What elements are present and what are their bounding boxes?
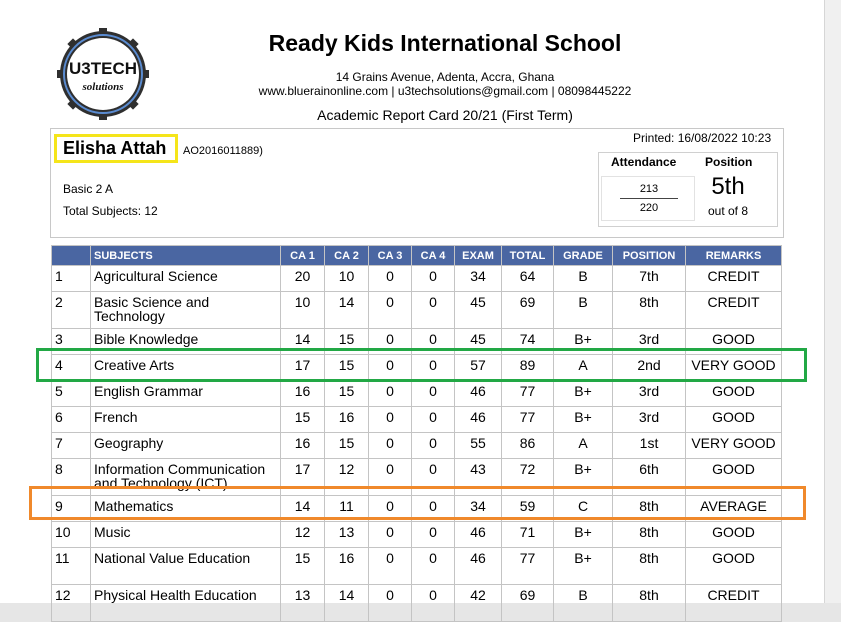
table-row	[52, 292, 782, 329]
cell-subject-text: French	[94, 409, 138, 425]
cell-grade-text: C	[577, 498, 589, 514]
cell-total	[502, 292, 554, 329]
cell-ca1-text: 17	[294, 357, 311, 373]
cell-ca2	[325, 548, 369, 585]
cell-position	[613, 381, 686, 407]
cell-subject-text: Creative Arts	[94, 357, 175, 373]
cell-ca3-text: 0	[386, 331, 394, 347]
cell-total-text: 64	[519, 268, 536, 284]
cell-sn-text: 5	[55, 383, 63, 399]
cell-ca1-text: 13	[294, 587, 311, 603]
cell-total	[502, 433, 554, 459]
cell-ca2-text: 13	[338, 524, 355, 540]
cell-exam-text: 34	[470, 268, 486, 284]
table-row	[52, 522, 782, 548]
column-header-subjects: SUBJECTS	[91, 246, 281, 266]
student-name: Elisha Attah	[63, 138, 167, 158]
cell-remarks-text: CREDIT	[707, 268, 760, 284]
cell-position-text: 3rd	[638, 409, 660, 425]
cell-ca3-text: 0	[386, 435, 394, 451]
column-header-ca2: CA 2	[325, 246, 369, 266]
cell-subject-text: English Grammar	[94, 383, 203, 399]
cell-total	[502, 522, 554, 548]
cell-sn-text: 9	[55, 498, 63, 514]
table-row	[52, 407, 782, 433]
cell-total-text: 89	[519, 357, 536, 373]
total-subjects: Total Subjects: 12	[63, 204, 158, 218]
student-class: Basic 2 A	[63, 182, 114, 196]
cell-ca3-text: 0	[386, 268, 394, 284]
school-name: Ready Kids International School	[268, 30, 622, 56]
vertical-scrollbar[interactable]	[824, 0, 841, 603]
cell-remarks-text: CREDIT	[707, 587, 760, 603]
cell-ca3-text: 0	[386, 294, 394, 310]
cell-remarks-text: VERY GOOD	[691, 357, 776, 373]
cell-ca3-text: 0	[386, 498, 394, 514]
cell-ca2-text: 10	[338, 268, 355, 284]
cell-exam-text: 46	[470, 550, 486, 566]
cell-ca3-text: 0	[386, 461, 394, 477]
cell-ca4-text: 0	[429, 294, 437, 310]
cell-grade-text: B+	[574, 331, 592, 347]
cell-ca2-text: 16	[338, 550, 355, 566]
cell-remarks-text: GOOD	[712, 383, 755, 399]
cell-ca4	[412, 292, 455, 329]
cell-grade-text: A	[578, 357, 588, 373]
cell-ca2-text: 15	[338, 435, 355, 451]
cell-position-text: 6th	[639, 461, 659, 477]
cell-ca3	[369, 292, 412, 329]
cell-position-text: 8th	[639, 294, 659, 310]
cell-position-text: 2nd	[637, 357, 661, 373]
school-logo	[57, 28, 149, 120]
cell-exam	[455, 407, 502, 433]
cell-ca4-text: 0	[429, 331, 437, 347]
cell-grade	[554, 266, 613, 292]
cell-grade-text: B+	[574, 409, 592, 425]
cell-ca2	[325, 433, 369, 459]
cell-total	[502, 381, 554, 407]
cell-subject	[91, 585, 281, 622]
attendance-fraction-line	[620, 198, 678, 199]
cell-ca1	[281, 292, 325, 329]
cell-ca4	[412, 585, 455, 622]
cell-remarks-text: GOOD	[712, 550, 755, 566]
cell-remarks-text: GOOD	[712, 409, 755, 425]
cell-exam-text: 46	[470, 383, 486, 399]
cell-position-text: 7th	[639, 268, 659, 284]
cell-total	[502, 585, 554, 622]
cell-subject	[91, 266, 281, 292]
cell-ca1-text: 12	[294, 524, 311, 540]
cell-grade	[554, 585, 613, 622]
cell-position-text: 1st	[639, 435, 659, 451]
cell-total-text: 69	[519, 294, 536, 310]
cell-ca2-text: 15	[338, 357, 355, 373]
cell-subject-text: National Value Education	[94, 550, 251, 566]
cell-sn	[52, 548, 91, 585]
position-value: 5th	[711, 173, 745, 200]
cell-position	[613, 433, 686, 459]
cell-ca1	[281, 548, 325, 585]
cell-exam-text: 43	[470, 461, 486, 477]
cell-ca4-text: 0	[429, 550, 437, 566]
cell-subject-text: Music	[94, 524, 131, 540]
highlight-mathematics	[29, 486, 806, 520]
cell-remarks-text: GOOD	[712, 461, 755, 477]
cell-ca4-text: 0	[429, 587, 437, 603]
table-body	[52, 266, 782, 622]
cell-ca4-text: 0	[429, 383, 437, 399]
cell-total-text: 69	[519, 587, 536, 603]
cell-remarks	[686, 522, 782, 548]
cell-total-text: 59	[519, 498, 536, 514]
cell-subject-text: Agricultural Science	[94, 268, 218, 284]
cell-sn-text: 4	[55, 357, 63, 373]
cell-ca1-text: 20	[294, 268, 311, 284]
cell-subject-text: Mathematics	[94, 498, 174, 514]
results-table	[51, 245, 782, 622]
cell-ca1-text: 10	[294, 294, 311, 310]
cell-remarks	[686, 292, 782, 329]
cell-position-text: 8th	[639, 550, 659, 566]
attendance-present: 213	[639, 183, 659, 195]
cell-ca3	[369, 548, 412, 585]
cell-remarks	[686, 266, 782, 292]
table-row	[52, 585, 782, 622]
cell-ca3-text: 0	[386, 587, 394, 603]
cell-ca4-text: 0	[429, 409, 437, 425]
cell-remarks-text: GOOD	[712, 524, 755, 540]
cell-ca2-text: 14	[338, 587, 355, 603]
cell-ca1	[281, 407, 325, 433]
cell-ca2	[325, 522, 369, 548]
cell-subject-text: Bible Knowledge	[94, 331, 199, 347]
cell-position	[613, 548, 686, 585]
cell-sn	[52, 433, 91, 459]
cell-ca1-text: 15	[294, 550, 311, 566]
cell-sn	[52, 266, 91, 292]
cell-exam-text: 34	[470, 498, 486, 514]
cell-sn-text: 11	[55, 550, 70, 566]
cell-exam	[455, 585, 502, 622]
cell-exam-text: 55	[470, 435, 486, 451]
cell-ca3-text: 0	[386, 357, 394, 373]
cell-total	[502, 407, 554, 433]
cell-sn-text: 10	[55, 524, 71, 540]
cell-remarks-text: CREDIT	[707, 294, 760, 310]
cell-ca4-text: 0	[429, 498, 437, 514]
cell-ca2-text: 11	[339, 498, 354, 514]
cell-sn-text: 3	[55, 331, 63, 347]
cell-sn-text: 8	[55, 461, 63, 477]
cell-subject-text: Geography	[94, 435, 164, 451]
cell-ca2	[325, 266, 369, 292]
cell-position-text: 8th	[639, 498, 659, 514]
cell-ca2-text: 15	[338, 383, 355, 399]
cell-ca1-text: 14	[294, 498, 311, 514]
column-header-ca3: CA 3	[369, 246, 412, 266]
cell-ca4	[412, 433, 455, 459]
cell-ca4-text: 0	[429, 524, 437, 540]
cell-ca2	[325, 292, 369, 329]
cell-ca2	[325, 381, 369, 407]
cell-ca3-text: 0	[386, 550, 394, 566]
cell-ca4	[412, 407, 455, 433]
cell-ca1-text: 16	[294, 383, 311, 399]
svg-text:U3TECH: U3TECH	[68, 59, 138, 78]
cell-sn	[52, 381, 91, 407]
cell-total	[502, 266, 554, 292]
school-address-block	[200, 70, 690, 98]
cell-ca4-text: 0	[429, 461, 437, 477]
cell-exam-text: 46	[470, 524, 486, 540]
highlight-creative-arts	[36, 348, 807, 382]
cell-subject	[91, 407, 281, 433]
cell-grade-text: A	[578, 435, 588, 451]
cell-subject	[91, 381, 281, 407]
cell-exam	[455, 292, 502, 329]
student-id: AO2016011889)	[183, 145, 263, 157]
cell-total-text: 77	[519, 550, 536, 566]
cell-total-text: 72	[519, 461, 536, 477]
cell-ca3	[369, 433, 412, 459]
cell-subject	[91, 522, 281, 548]
cell-ca3-text: 0	[386, 409, 394, 425]
column-header-remarks: REMARKS	[686, 246, 782, 266]
cell-subject-text: Physical Health Education	[94, 587, 257, 603]
cell-grade-text: B+	[574, 550, 592, 566]
cell-grade	[554, 407, 613, 433]
school-address: 14 Grains Avenue, Adenta, Accra, Ghana	[335, 70, 555, 84]
cell-position-text: 3rd	[638, 331, 660, 347]
cell-subject	[91, 433, 281, 459]
cell-exam-text: 42	[470, 587, 486, 603]
cell-position	[613, 522, 686, 548]
cell-ca4-text: 0	[429, 435, 437, 451]
cell-position-text: 8th	[639, 524, 659, 540]
cell-total-text: 77	[519, 409, 536, 425]
cell-exam-text: 57	[470, 357, 486, 373]
cell-ca2	[325, 585, 369, 622]
cell-position	[613, 266, 686, 292]
svg-text:solutions: solutions	[82, 81, 124, 93]
cell-remarks-text: AVERAGE	[700, 498, 767, 514]
cell-remarks-text: VERY GOOD	[691, 435, 776, 451]
cell-sn-text: 2	[55, 294, 63, 310]
cell-total-text: 74	[519, 331, 536, 347]
cell-ca3	[369, 381, 412, 407]
table-row	[52, 266, 782, 292]
cell-remarks	[686, 433, 782, 459]
cell-ca2-text: 16	[338, 409, 355, 425]
cell-ca1-text: 16	[294, 435, 311, 451]
cell-grade-text: B+	[574, 383, 592, 399]
cell-ca4	[412, 522, 455, 548]
cell-sn	[52, 407, 91, 433]
cell-total-text: 71	[519, 524, 536, 540]
cell-exam-text: 45	[470, 331, 486, 347]
cell-ca1-text: 15	[294, 409, 311, 425]
cell-ca1	[281, 266, 325, 292]
cell-ca2-text: 14	[338, 294, 355, 310]
table-header-row	[52, 246, 782, 266]
column-header-ca1: CA 1	[281, 246, 325, 266]
cell-sn-text: 1	[55, 268, 63, 284]
cell-grade-text: B+	[574, 524, 592, 540]
cell-subject	[91, 548, 281, 585]
cell-sn-text: 12	[55, 587, 71, 603]
cell-remarks-text: GOOD	[712, 331, 755, 347]
cell-grade	[554, 292, 613, 329]
school-contact: www.bluerainonline.com | u3techsolutions@gmail.com | 08098445222	[258, 84, 632, 98]
cell-sn-text: 7	[55, 435, 63, 451]
cell-ca4	[412, 548, 455, 585]
cell-remarks	[686, 381, 782, 407]
cell-ca1-text: 17	[294, 461, 311, 477]
cell-ca2-text: 12	[338, 461, 355, 477]
cell-total-text: 86	[519, 435, 536, 451]
cell-grade	[554, 548, 613, 585]
position-out-of: out of 8	[707, 204, 749, 218]
cell-subject-text: Information Communication and Technology (ICT)	[94, 461, 266, 491]
cell-position	[613, 585, 686, 622]
cell-remarks	[686, 585, 782, 622]
cell-total-text: 77	[519, 383, 536, 399]
attendance-total: 220	[639, 202, 659, 214]
attendance-label: Attendance	[611, 155, 677, 169]
cell-ca3	[369, 522, 412, 548]
table-row	[52, 433, 782, 459]
cell-ca4-text: 0	[429, 268, 437, 284]
cell-exam-text: 46	[470, 409, 486, 425]
column-header-total: TOTAL	[502, 246, 554, 266]
cell-ca3-text: 0	[386, 383, 394, 399]
cell-sn-text: 6	[55, 409, 63, 425]
cell-ca3	[369, 407, 412, 433]
cell-exam	[455, 433, 502, 459]
column-header-ca4: CA 4	[412, 246, 455, 266]
cell-ca3	[369, 585, 412, 622]
cell-sn	[52, 522, 91, 548]
column-header-sn	[52, 246, 91, 266]
cell-position	[613, 292, 686, 329]
cell-ca4	[412, 266, 455, 292]
cell-ca2-text: 15	[338, 331, 355, 347]
cell-subject-text: Basic Science and Technology	[94, 294, 210, 324]
cell-position-text: 3rd	[638, 383, 660, 399]
report-title: Academic Report Card 20/21 (First Term)	[317, 107, 573, 123]
cell-ca1-text: 14	[294, 331, 311, 347]
cell-ca3-text: 0	[386, 524, 394, 540]
cell-subject	[91, 292, 281, 329]
cell-grade-text: B+	[574, 461, 592, 477]
cell-grade	[554, 381, 613, 407]
table-row	[52, 381, 782, 407]
cell-position	[613, 407, 686, 433]
cell-grade-text: B	[578, 587, 588, 603]
cell-ca1	[281, 522, 325, 548]
cell-position-text: 8th	[639, 587, 659, 603]
cell-total	[502, 548, 554, 585]
cell-exam	[455, 548, 502, 585]
cell-ca4-text: 0	[429, 357, 437, 373]
position-label: Position	[705, 155, 753, 169]
cell-ca3	[369, 266, 412, 292]
table-row	[52, 548, 782, 585]
cell-exam-text: 45	[470, 294, 486, 310]
cell-remarks	[686, 407, 782, 433]
cell-ca2	[325, 407, 369, 433]
cell-exam	[455, 266, 502, 292]
cell-sn	[52, 585, 91, 622]
cell-exam	[455, 381, 502, 407]
column-header-position: POSITION	[613, 246, 686, 266]
printed-date: Printed: 16/08/2022 10:23	[633, 131, 772, 145]
cell-remarks	[686, 548, 782, 585]
cell-ca1	[281, 381, 325, 407]
cell-grade	[554, 433, 613, 459]
cell-ca1	[281, 585, 325, 622]
cell-ca4	[412, 381, 455, 407]
cell-grade	[554, 522, 613, 548]
cell-exam	[455, 522, 502, 548]
cell-grade-text: B	[578, 294, 588, 310]
cell-grade-text: B	[578, 268, 588, 284]
cell-sn	[52, 292, 91, 329]
column-header-grade: GRADE	[554, 246, 613, 266]
cell-ca1	[281, 433, 325, 459]
column-header-exam: EXAM	[455, 246, 502, 266]
